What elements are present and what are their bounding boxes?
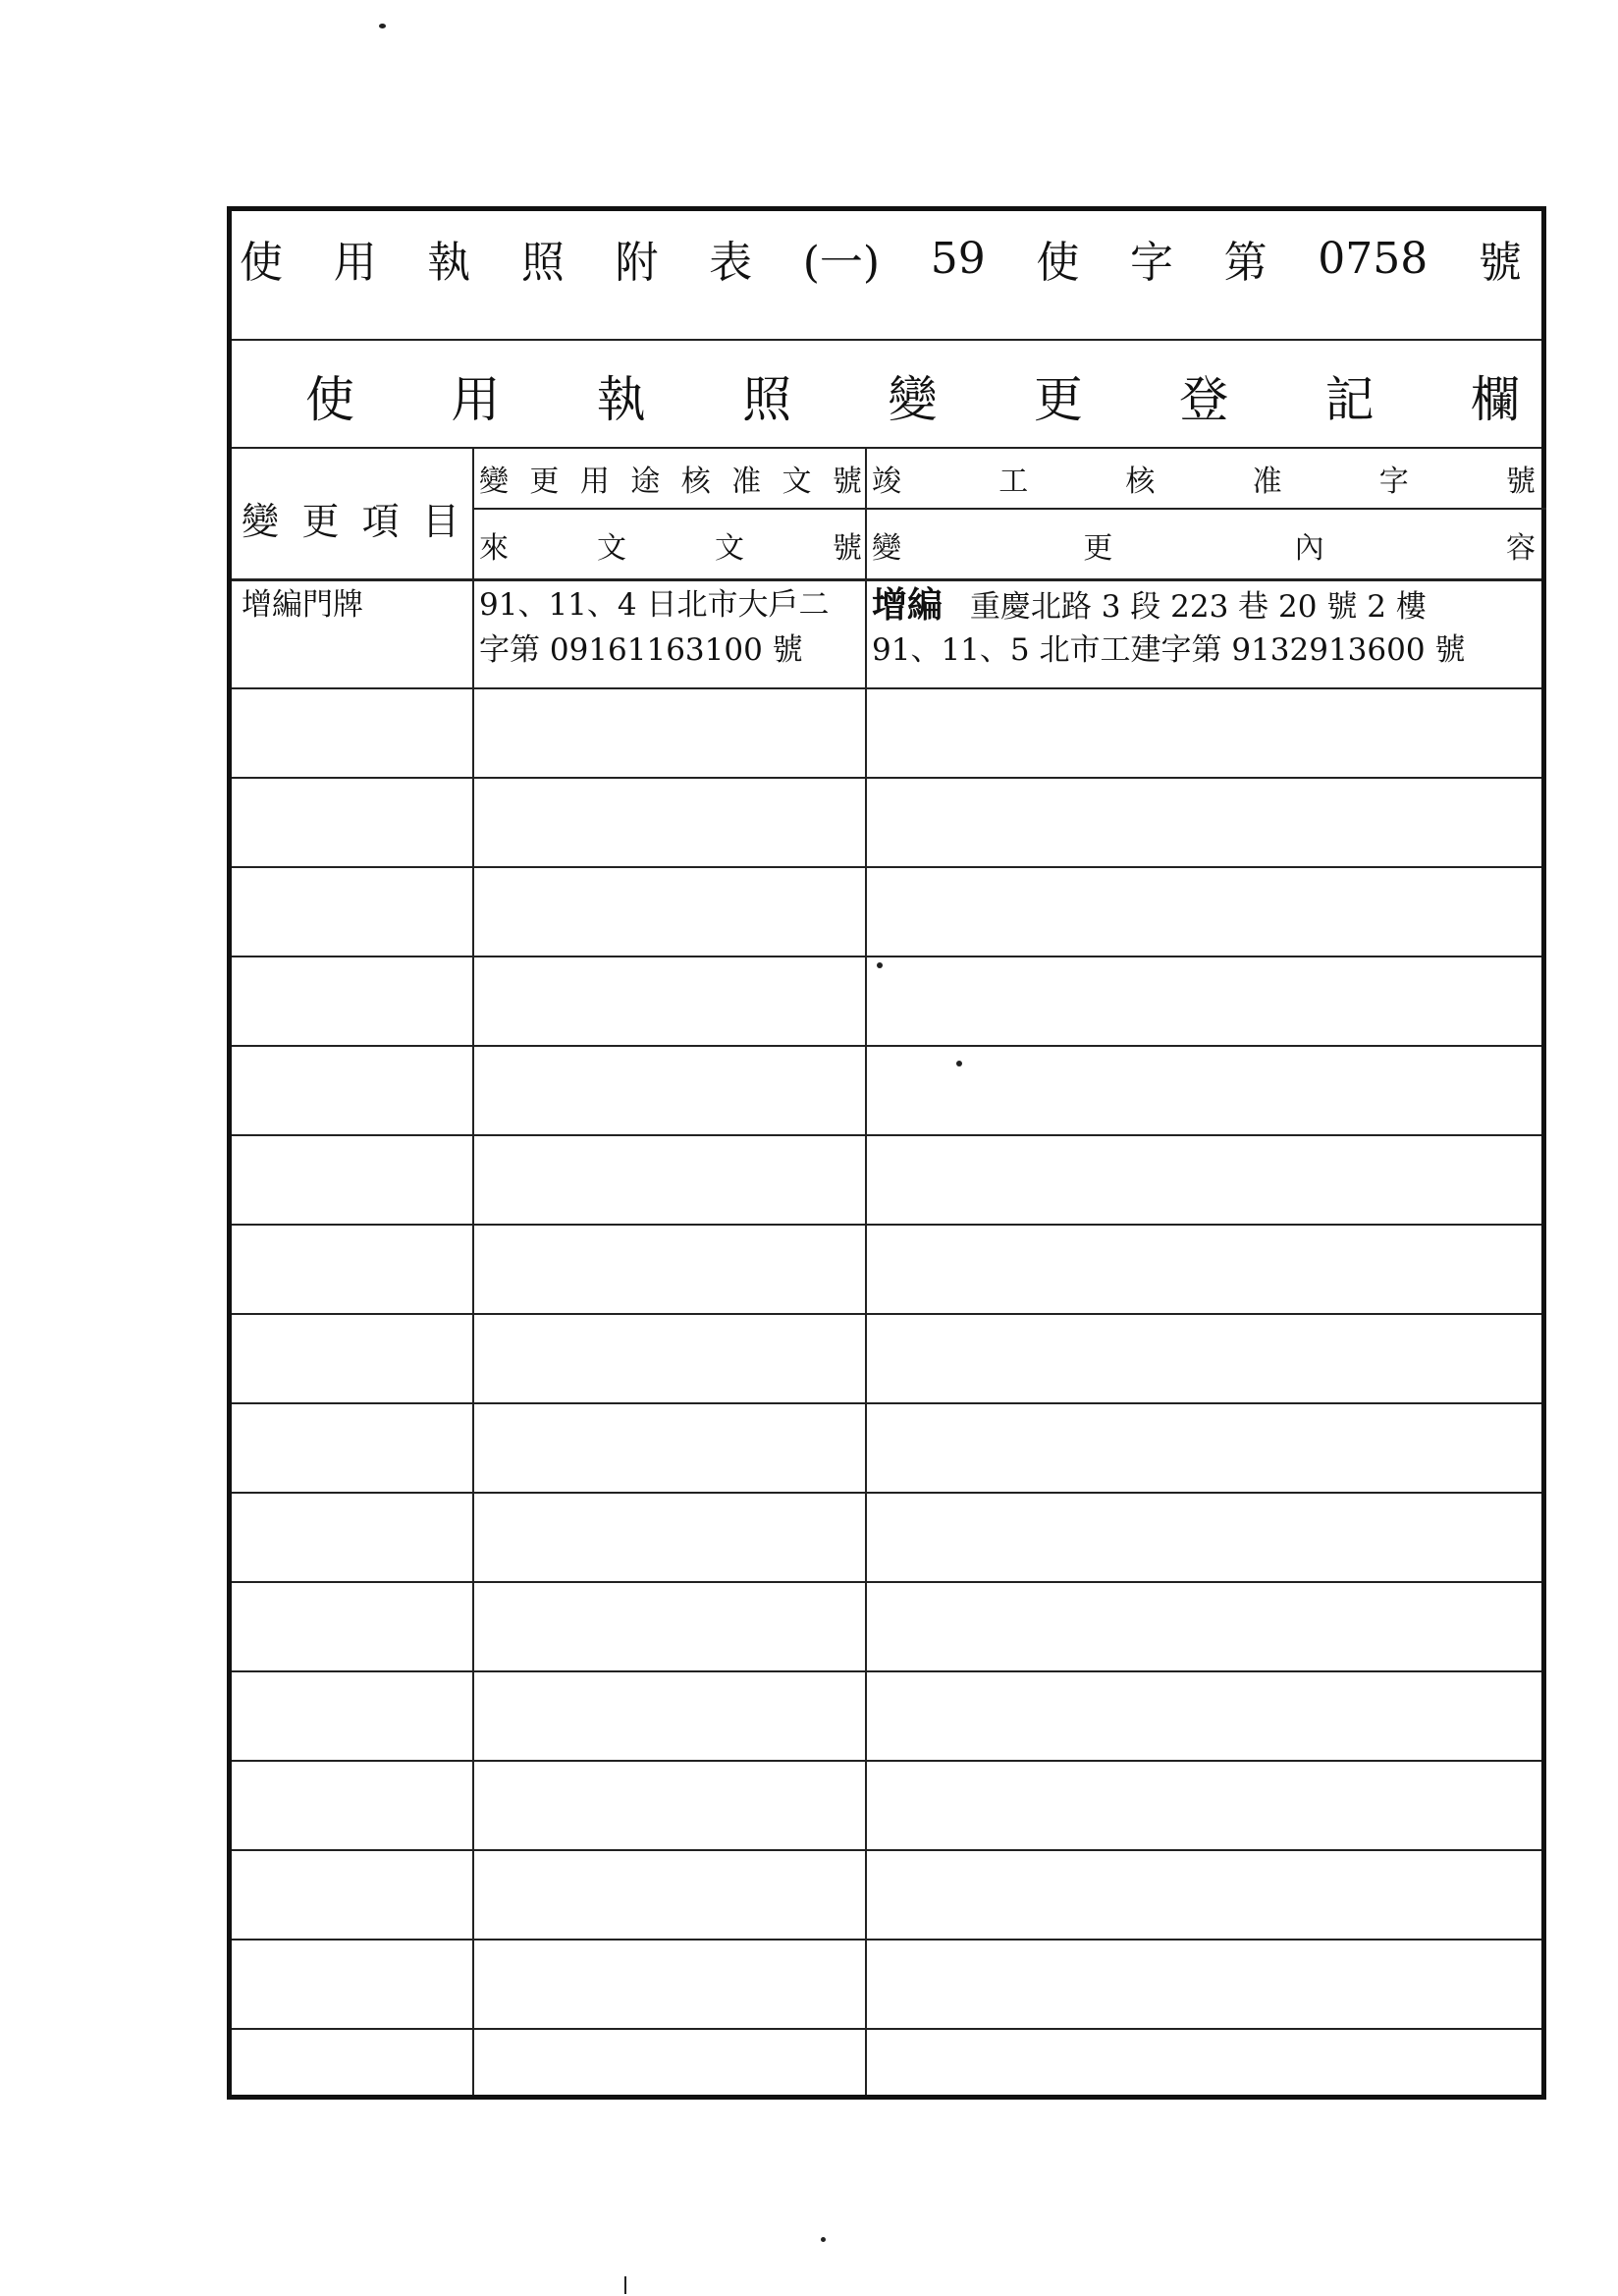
row-line	[232, 2028, 1541, 2030]
header-char: 准	[731, 465, 762, 499]
header-char: 文	[597, 531, 626, 566]
row-line	[232, 1849, 1541, 1851]
subtitle-char: 記	[1324, 371, 1375, 428]
entry-content-line1	[872, 582, 1427, 629]
form-subtitle	[305, 349, 1520, 443]
header-char: 文	[782, 465, 812, 499]
title-char: 表	[709, 238, 753, 288]
subtitle-char: 使	[305, 371, 354, 428]
registration-form	[227, 206, 1546, 2100]
header-char: 准	[1252, 465, 1282, 499]
row-line	[232, 866, 1541, 868]
header-char: 變	[872, 531, 901, 566]
entry-content-address: 重慶北路 3 段 223 巷 20 號 2 樓	[969, 589, 1427, 625]
header-char: 竣	[872, 465, 901, 499]
scan-speck	[821, 2237, 826, 2242]
header-char: 容	[1505, 531, 1536, 566]
row-line	[232, 1224, 1541, 1226]
header-char: 用	[579, 465, 610, 499]
entry-doc-line1: 91、11、4 日北市大戶二	[479, 587, 830, 623]
row-line	[232, 1581, 1541, 1583]
scan-speck	[379, 24, 386, 28]
entry-doc-line2: 字第 09161163100 號	[479, 632, 803, 668]
subtitle-char: 登	[1179, 371, 1229, 428]
row-line	[232, 1134, 1541, 1136]
entry-content-bold: 增編	[872, 584, 944, 626]
row-line	[232, 956, 1541, 957]
entry-content-line2: 91、11、5 北市工建字第 9132913600 號	[872, 632, 1466, 668]
header-char: 項	[361, 499, 400, 543]
form-title	[240, 217, 1522, 300]
subtitle-char: 欄	[1471, 371, 1520, 428]
subtitle-char: 用	[451, 371, 501, 428]
divider	[232, 339, 1541, 341]
row-line	[232, 1760, 1541, 1762]
row-line	[232, 1402, 1541, 1404]
row-line	[232, 1492, 1541, 1494]
title-char: 0758	[1318, 233, 1429, 284]
header-bottom	[232, 578, 1541, 581]
header-char: 來	[479, 531, 509, 566]
header-char: 目	[421, 499, 459, 543]
header-char: 變	[479, 465, 509, 499]
header-char: 核	[1125, 465, 1156, 499]
header-char: 號	[833, 531, 862, 566]
header-approval-no	[479, 451, 862, 506]
header-char: 內	[1294, 531, 1324, 566]
header-split	[472, 508, 1546, 510]
title-char: 使	[1036, 238, 1080, 288]
header-char: 更	[1083, 531, 1113, 566]
header-char: 更	[301, 499, 340, 543]
header-char: 文	[715, 531, 744, 566]
header-char: 核	[680, 465, 711, 499]
title-char: 用	[333, 238, 377, 288]
title-char: 第	[1223, 238, 1267, 288]
title-char: 執	[427, 238, 471, 288]
subtitle-char: 變	[888, 371, 938, 428]
header-char: 變	[242, 499, 280, 543]
title-char: 字	[1129, 238, 1173, 288]
title-char: (一)	[802, 238, 881, 288]
subtitle-char: 照	[742, 371, 792, 428]
title-char: 號	[1478, 238, 1522, 288]
header-char: 工	[998, 465, 1029, 499]
row-line	[232, 1313, 1541, 1315]
scan-speck	[624, 2276, 626, 2294]
row-line	[232, 777, 1541, 779]
title-char: 附	[615, 238, 659, 288]
title-char: 59	[930, 233, 986, 284]
header-char: 更	[529, 465, 560, 499]
row-line	[232, 1939, 1541, 1941]
entry-item: 增編門牌	[242, 587, 363, 623]
column-separator	[865, 447, 867, 2095]
header-incoming-no	[479, 511, 862, 579]
column-separator	[472, 447, 474, 2095]
row-line	[232, 1670, 1541, 1672]
row-line	[232, 687, 1541, 689]
header-char: 號	[832, 465, 862, 499]
header-completion-no	[872, 451, 1536, 506]
header-char: 號	[1505, 465, 1536, 499]
title-char: 使	[240, 238, 283, 288]
header-char: 字	[1378, 465, 1409, 499]
row-line	[232, 1045, 1541, 1047]
scan-speck	[877, 962, 883, 968]
scan-speck	[956, 1061, 962, 1066]
subtitle-char: 執	[596, 371, 646, 428]
subtitle-char: 更	[1033, 371, 1083, 428]
header-content	[872, 511, 1536, 579]
title-char: 照	[520, 238, 565, 288]
header-item	[242, 449, 459, 586]
header-char: 途	[630, 465, 661, 499]
